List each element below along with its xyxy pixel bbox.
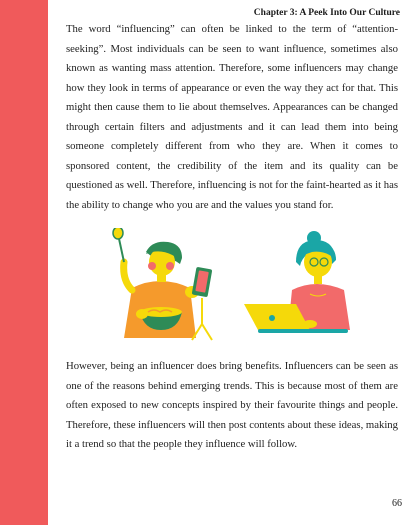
illustration xyxy=(48,228,420,348)
paragraph-2: However, being an influencer does bring benefits. Influencers can be seen as one of the reasons behind emerging trends. This is because most of them are often exposed to new concepts inspired by their favourite things and people. Therefore, these influencers will then post contents about these ideas, making it a trend so that the people they influence will follow. xyxy=(66,360,398,450)
paragraph-1: The word “influencing” can often be linked to the term of “attention-seeking”. Most individuals can be seen to want influence, sometimes also known as wanting mass attention. Therefore, some influencers may change how they look in terms of appearance or even the way they act for that. This might then cause them to lie about themselves. Appearances can be changed through certain filters and adjustments and it can lead them into being someone completely different from who they are. When it comes to sponsored content, the credibility of the item and its quality can be questioned as well. Therefore, influencing is not for the faint-hearted as it has the ability to change who you are and the values you stand for. xyxy=(66,23,398,211)
page-number: 66 xyxy=(392,498,402,509)
chapter-header: Chapter 3: A Peek Into Our Culture xyxy=(253,8,400,18)
influencer-laptop-figure xyxy=(244,231,350,333)
side-color-bar xyxy=(0,0,48,525)
influencer-cooking-figure xyxy=(113,228,212,340)
